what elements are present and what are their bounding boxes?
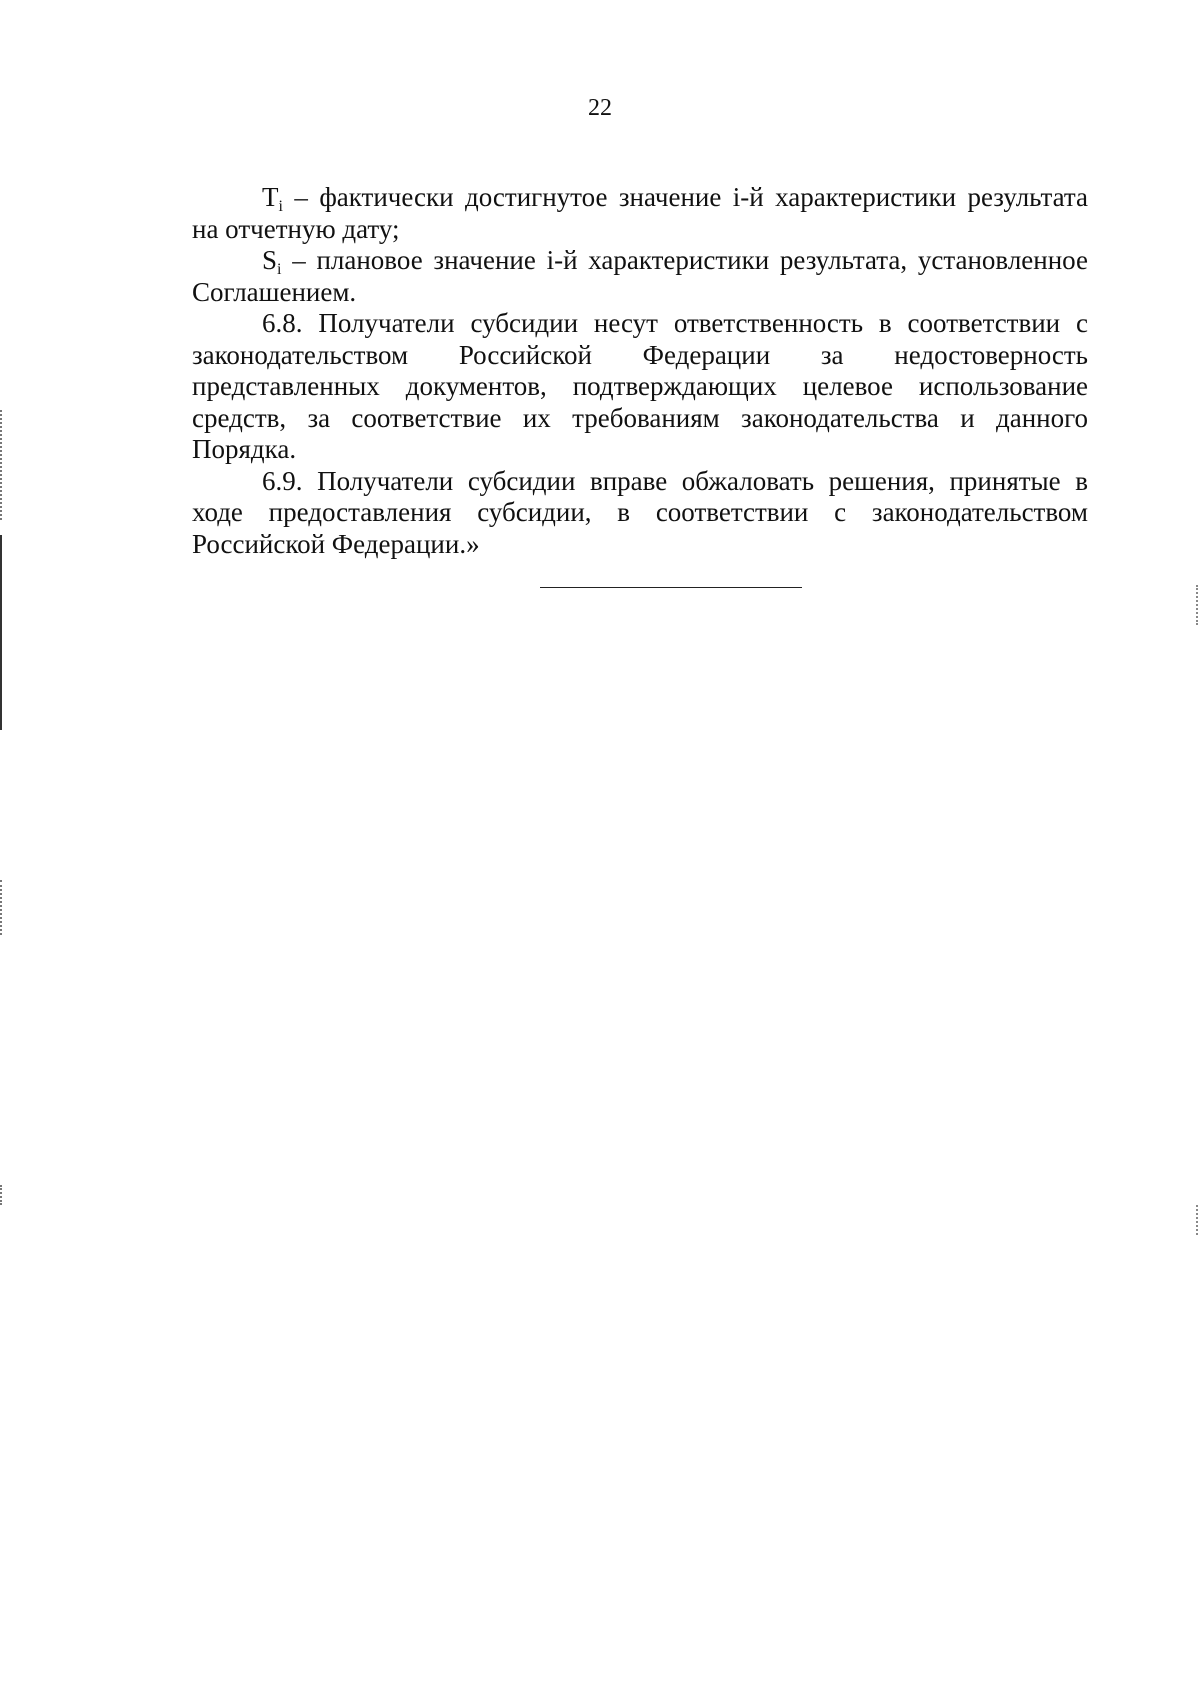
scan-edge-mark	[1196, 1205, 1200, 1235]
symbol-s: S	[262, 245, 278, 275]
symbol-t: T	[262, 182, 279, 212]
end-of-text-rule	[540, 587, 802, 588]
scan-edge-mark	[1196, 585, 1200, 625]
scan-edge-mark	[0, 410, 4, 520]
paragraph-ti-definition	[192, 182, 1088, 245]
paragraph-6-8: 6.8. Получатели субсидии несут ответственность в соответствии с законодательством Российской Федерации за недостоверность представленных документов, подтверждающих целевое использование средств, за соответствие их требованиям законодательства и данного Порядка.	[192, 308, 1088, 464]
paragraph-text: – плановое значение i-й характеристики результата, установленное Соглашением.	[192, 245, 1088, 307]
subscript-i: i	[278, 198, 283, 215]
scan-edge-mark	[0, 535, 2, 730]
document-body	[192, 182, 1088, 560]
page-number: 22	[588, 95, 612, 121]
scan-edge-mark	[0, 880, 4, 935]
paragraph-si-definition	[192, 245, 1088, 308]
paragraph-6-9: 6.9. Получатели субсидии вправе обжаловать решения, принятые в ходе предоставления субсидии, в соответствии с законодательством Российской Федерации.»	[192, 465, 1088, 559]
paragraph-text: – фактически достигнутое значение i-й характеристики результата на отчетную дату;	[192, 182, 1088, 244]
subscript-i: i	[277, 261, 282, 278]
scan-edge-mark	[0, 1185, 4, 1205]
